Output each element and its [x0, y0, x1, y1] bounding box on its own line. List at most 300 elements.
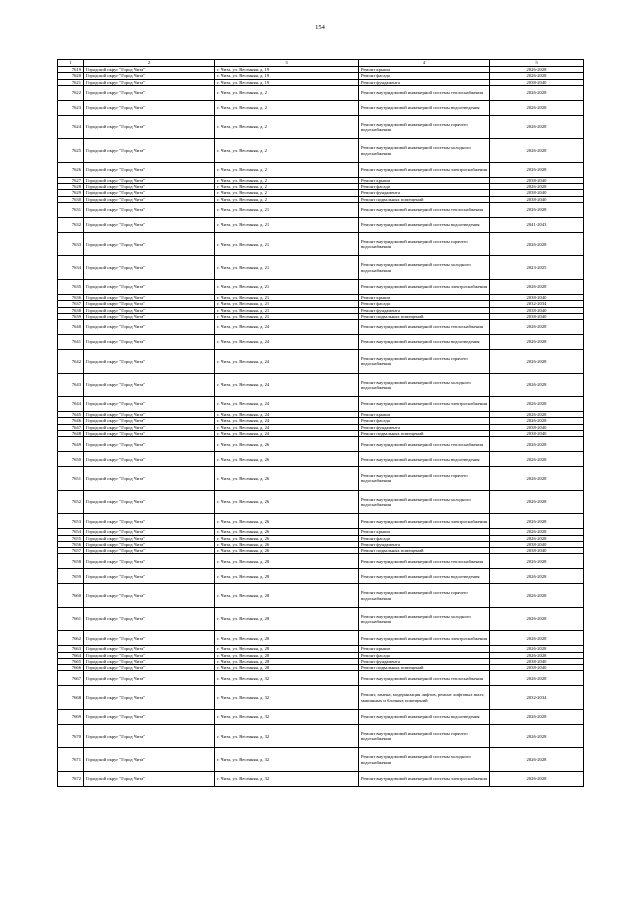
table-row — [58, 217, 584, 232]
address-cell: г. Чита, ул. Весенняя, д. 21 — [215, 301, 359, 307]
municipality-cell: Городской округ "Город Чита" — [84, 541, 215, 547]
row-number: 7629 — [58, 190, 84, 196]
row-number: 7672 — [58, 771, 84, 786]
table-row — [58, 724, 584, 748]
table-row — [58, 631, 584, 646]
row-number: 7636 — [58, 294, 84, 300]
row-number: 7645 — [58, 412, 84, 418]
column-header: 2 — [84, 60, 215, 67]
work-type-cell: Ремонт фасада — [359, 301, 490, 307]
work-type-cell: Ремонт внутридомовой инженерной системы теплоснабжения — [359, 437, 490, 452]
work-type-cell: Ремонт внутридомовой инженерной системы холодного водоснабжения — [359, 748, 490, 772]
municipality-cell: Городской округ "Город Чита" — [84, 452, 215, 467]
municipality-cell: Городской округ "Город Чита" — [84, 202, 215, 217]
municipality-cell: Городской округ "Город Чита" — [84, 177, 215, 183]
municipality-cell: Городской округ "Город Чита" — [84, 709, 215, 724]
row-number: 7623 — [58, 100, 84, 115]
work-type-cell: Ремонт подвальных помещений — [359, 548, 490, 554]
period-cell: 2026-2028 — [490, 652, 584, 658]
period-cell: 2026-2028 — [490, 646, 584, 652]
work-type-cell: Ремонт внутридомовой инженерной системы горячего водоснабжения — [359, 467, 490, 491]
row-number: 7634 — [58, 256, 84, 280]
period-cell: 2026-2028 — [490, 202, 584, 217]
municipality-cell: Городской округ "Город Чита" — [84, 535, 215, 541]
table-row — [58, 232, 584, 256]
work-type-cell: Ремонт внутридомовой инженерной системы водоотведения — [359, 569, 490, 584]
municipality-cell: Городской округ "Город Чита" — [84, 217, 215, 232]
address-cell: г. Чита, ул. Весенняя, д. 24 — [215, 335, 359, 350]
column-header: 3 — [215, 60, 359, 67]
period-cell: 2038-2040 — [490, 313, 584, 319]
work-type-cell: Ремонт подвальных помещений — [359, 196, 490, 202]
work-type-cell: Ремонт подвальных помещений — [359, 430, 490, 436]
period-cell: 2026-2028 — [490, 467, 584, 491]
address-cell: г. Чита, ул. Весенняя, д. 21 — [215, 256, 359, 280]
work-type-cell: Ремонт фасада — [359, 535, 490, 541]
row-number: 7646 — [58, 418, 84, 424]
period-cell: 2026-2028 — [490, 584, 584, 608]
municipality-cell: Городской округ "Город Чита" — [84, 100, 215, 115]
address-cell: г. Чита, ул. Весенняя, д. 26 — [215, 467, 359, 491]
work-type-cell: Ремонт внутридомовой инженерной системы электроснабжения — [359, 631, 490, 646]
row-number: 7651 — [58, 467, 84, 491]
table-row — [58, 256, 584, 280]
municipality-cell: Городской округ "Город Чита" — [84, 652, 215, 658]
table-row — [58, 320, 584, 335]
period-cell: 2026-2028 — [490, 232, 584, 256]
period-cell: 2038-2040 — [490, 548, 584, 554]
municipality-cell: Городской округ "Город Чита" — [84, 569, 215, 584]
period-cell: 2026-2028 — [490, 569, 584, 584]
row-number: 7630 — [58, 196, 84, 202]
address-cell: г. Чита, ул. Весенняя, д. 21 — [215, 217, 359, 232]
work-type-cell: Ремонт внутридомовой инженерной системы водоотведения — [359, 452, 490, 467]
work-type-cell: Ремонт внутридомовой инженерной системы электроснабжения — [359, 397, 490, 412]
table-row — [58, 584, 584, 608]
address-cell: г. Чита, ул. Весенняя, д. 28 — [215, 607, 359, 631]
table-row — [58, 490, 584, 514]
period-cell: 2026-2028 — [490, 67, 584, 73]
row-number: 7639 — [58, 313, 84, 319]
period-cell: 2038-2040 — [490, 196, 584, 202]
table-row — [58, 437, 584, 452]
table-row — [58, 162, 584, 177]
address-cell: г. Чита, ул. Весенняя, д. 2 — [215, 190, 359, 196]
row-number: 7658 — [58, 554, 84, 569]
address-cell: г. Чита, ул. Весенняя, д. 26 — [215, 529, 359, 535]
row-number: 7670 — [58, 724, 84, 748]
address-cell: г. Чита, ул. Весенняя, д. 28 — [215, 584, 359, 608]
address-cell: г. Чита, ул. Весенняя, д. 21 — [215, 313, 359, 319]
address-cell: г. Чита, ул. Весенняя, д. 24 — [215, 320, 359, 335]
address-cell: г. Чита, ул. Весенняя, д. 2 — [215, 184, 359, 190]
period-cell: 2038-2040 — [490, 79, 584, 85]
row-number: 7638 — [58, 307, 84, 313]
municipality-cell: Городской округ "Город Чита" — [84, 671, 215, 686]
table-row — [58, 607, 584, 631]
work-type-cell: Ремонт внутридомовой инженерной системы холодного водоснабжения — [359, 490, 490, 514]
municipality-cell: Городской округ "Город Чита" — [84, 584, 215, 608]
row-number: 7656 — [58, 541, 84, 547]
municipality-cell: Городской округ "Город Чита" — [84, 256, 215, 280]
period-cell: 2038-2040 — [490, 177, 584, 183]
municipality-cell: Городской округ "Город Чита" — [84, 467, 215, 491]
address-cell: г. Чита, ул. Весенняя, д. 28 — [215, 646, 359, 652]
municipality-cell: Городской округ "Город Чита" — [84, 335, 215, 350]
period-cell: 2038-2040 — [490, 658, 584, 664]
work-type-cell: Ремонт внутридомовой инженерной системы теплоснабжения — [359, 671, 490, 686]
municipality-cell: Городской округ "Город Чита" — [84, 115, 215, 139]
period-cell: 2023-2025 — [490, 256, 584, 280]
period-cell: 2026-2028 — [490, 350, 584, 374]
address-cell: г. Чита, ул. Весенняя, д. 19 — [215, 73, 359, 79]
work-type-cell: Ремонт внутридомовой инженерной системы теплоснабжения — [359, 202, 490, 217]
row-number: 7664 — [58, 652, 84, 658]
municipality-cell: Городской округ "Город Чита" — [84, 232, 215, 256]
address-cell: г. Чита, ул. Весенняя, д. 21 — [215, 307, 359, 313]
address-cell: г. Чита, ул. Весенняя, д. 24 — [215, 373, 359, 397]
work-type-cell: Ремонт крыши — [359, 294, 490, 300]
table-row — [58, 350, 584, 374]
period-cell: 2032-2034 — [490, 301, 584, 307]
table-row — [58, 100, 584, 115]
work-type-cell: Ремонт крыши — [359, 412, 490, 418]
address-cell: г. Чита, ул. Весенняя, д. 28 — [215, 631, 359, 646]
address-cell: г. Чита, ул. Весенняя, д. 32 — [215, 724, 359, 748]
row-number: 7644 — [58, 397, 84, 412]
row-number: 7633 — [58, 232, 84, 256]
address-cell: г. Чита, ул. Весенняя, д. 26 — [215, 452, 359, 467]
period-cell: 2026-2028 — [490, 418, 584, 424]
period-cell: 2026-2028 — [490, 100, 584, 115]
row-number: 7619 — [58, 67, 84, 73]
row-number: 7654 — [58, 529, 84, 535]
municipality-cell: Городской округ "Город Чита" — [84, 724, 215, 748]
period-cell: 2026-2028 — [490, 771, 584, 786]
period-cell: 2026-2028 — [490, 373, 584, 397]
address-cell: г. Чита, ул. Весенняя, д. 19 — [215, 79, 359, 85]
row-number: 7667 — [58, 671, 84, 686]
row-number: 7652 — [58, 490, 84, 514]
table-row — [58, 85, 584, 100]
work-type-cell: Ремонт, замена, модернизация лифтов, ремонт лифтовых шахт, машинных и блочных помещений — [359, 686, 490, 710]
municipality-cell: Городской округ "Город Чита" — [84, 490, 215, 514]
work-type-cell: Ремонт фундамента — [359, 79, 490, 85]
work-type-cell: Ремонт фундамента — [359, 424, 490, 430]
address-cell: г. Чита, ул. Весенняя, д. 26 — [215, 490, 359, 514]
period-cell: 2026-2028 — [490, 279, 584, 294]
row-number: 7666 — [58, 665, 84, 671]
work-type-cell: Ремонт внутридомовой инженерной системы горячего водоснабжения — [359, 115, 490, 139]
municipality-cell: Городской округ "Город Чита" — [84, 424, 215, 430]
row-number: 7628 — [58, 184, 84, 190]
municipality-cell: Городской округ "Город Чита" — [84, 412, 215, 418]
work-type-cell: Ремонт фундамента — [359, 190, 490, 196]
work-type-cell: Ремонт внутридомовой инженерной системы горячего водоснабжения — [359, 350, 490, 374]
row-number: 7669 — [58, 709, 84, 724]
work-type-cell: Ремонт внутридомовой инженерной системы водоотведения — [359, 709, 490, 724]
address-cell: г. Чита, ул. Весенняя, д. 21 — [215, 202, 359, 217]
row-number: 7662 — [58, 631, 84, 646]
table-row — [58, 139, 584, 163]
work-type-cell: Ремонт фундамента — [359, 541, 490, 547]
municipality-cell: Городской округ "Город Чита" — [84, 397, 215, 412]
table-row — [58, 671, 584, 686]
address-cell: г. Чита, ул. Весенняя, д. 2 — [215, 85, 359, 100]
row-number: 7631 — [58, 202, 84, 217]
period-cell: 2026-2028 — [490, 724, 584, 748]
municipality-cell: Городской округ "Город Чита" — [84, 67, 215, 73]
work-type-cell: Ремонт внутридомовой инженерной системы теплоснабжения — [359, 320, 490, 335]
municipality-cell: Городской округ "Город Чита" — [84, 320, 215, 335]
address-cell: г. Чита, ул. Весенняя, д. 24 — [215, 397, 359, 412]
row-number: 7661 — [58, 607, 84, 631]
row-number: 7625 — [58, 139, 84, 163]
municipality-cell: Городской округ "Город Чита" — [84, 73, 215, 79]
period-cell: 2032-2034 — [490, 686, 584, 710]
work-type-cell: Ремонт внутридомовой инженерной системы холодного водоснабжения — [359, 139, 490, 163]
municipality-cell: Городской округ "Город Чита" — [84, 514, 215, 529]
address-cell: г. Чита, ул. Весенняя, д. 32 — [215, 771, 359, 786]
table-row — [58, 771, 584, 786]
municipality-cell: Городской округ "Город Чита" — [84, 350, 215, 374]
municipality-cell: Городской округ "Город Чита" — [84, 658, 215, 664]
municipality-cell: Городской округ "Город Чита" — [84, 190, 215, 196]
municipality-cell: Городской округ "Город Чита" — [84, 418, 215, 424]
work-type-cell: Ремонт фундамента — [359, 307, 490, 313]
address-cell: г. Чита, ул. Весенняя, д. 28 — [215, 652, 359, 658]
row-number: 7671 — [58, 748, 84, 772]
municipality-cell: Городской округ "Город Чита" — [84, 631, 215, 646]
work-type-cell: Ремонт внутридомовой инженерной системы горячего водоснабжения — [359, 584, 490, 608]
row-number: 7624 — [58, 115, 84, 139]
address-cell: г. Чита, ул. Весенняя, д. 21 — [215, 279, 359, 294]
address-cell: г. Чита, ул. Весенняя, д. 2 — [215, 100, 359, 115]
period-cell: 2026-2028 — [490, 514, 584, 529]
work-type-cell: Ремонт подвальных помещений — [359, 313, 490, 319]
row-number: 7660 — [58, 584, 84, 608]
row-number: 7659 — [58, 569, 84, 584]
municipality-cell: Городской округ "Город Чита" — [84, 196, 215, 202]
work-type-cell: Ремонт крыши — [359, 67, 490, 73]
period-cell: 2026-2028 — [490, 184, 584, 190]
row-number: 7632 — [58, 217, 84, 232]
address-cell: г. Чита, ул. Весенняя, д. 32 — [215, 709, 359, 724]
row-number: 7642 — [58, 350, 84, 374]
table-row — [58, 202, 584, 217]
table-row — [58, 569, 584, 584]
municipality-cell: Городской округ "Город Чита" — [84, 771, 215, 786]
address-cell: г. Чита, ул. Весенняя, д. 24 — [215, 412, 359, 418]
municipality-cell: Городской округ "Город Чита" — [84, 437, 215, 452]
row-number: 7627 — [58, 177, 84, 183]
period-cell: 2026-2028 — [490, 529, 584, 535]
address-cell: г. Чита, ул. Весенняя, д. 26 — [215, 514, 359, 529]
period-cell: 2026-2028 — [490, 535, 584, 541]
column-header: 1 — [58, 60, 84, 67]
period-cell: 2041-2043 — [490, 217, 584, 232]
period-cell: 2038-2040 — [490, 665, 584, 671]
period-cell: 2026-2028 — [490, 671, 584, 686]
municipality-cell: Городской округ "Город Чита" — [84, 139, 215, 163]
period-cell: 2038-2040 — [490, 190, 584, 196]
period-cell: 2038-2040 — [490, 424, 584, 430]
municipality-cell: Городской округ "Город Чита" — [84, 554, 215, 569]
address-cell: г. Чита, ул. Весенняя, д. 24 — [215, 430, 359, 436]
municipality-cell: Городской округ "Город Чита" — [84, 301, 215, 307]
address-cell: г. Чита, ул. Весенняя, д. 28 — [215, 658, 359, 664]
period-cell: 2026-2028 — [490, 437, 584, 452]
work-type-cell: Ремонт внутридомовой инженерной системы электроснабжения — [359, 514, 490, 529]
address-cell: г. Чита, ул. Весенняя, д. 2 — [215, 139, 359, 163]
municipality-cell: Городской округ "Город Чита" — [84, 373, 215, 397]
municipality-cell: Городской округ "Город Чита" — [84, 548, 215, 554]
repair-schedule-table — [57, 59, 584, 787]
address-cell: г. Чита, ул. Весенняя, д. 2 — [215, 162, 359, 177]
table-row — [58, 514, 584, 529]
work-type-cell: Ремонт фасада — [359, 73, 490, 79]
row-number: 7626 — [58, 162, 84, 177]
municipality-cell: Городской округ "Город Чита" — [84, 79, 215, 85]
address-cell: г. Чита, ул. Весенняя, д. 21 — [215, 232, 359, 256]
table-row — [58, 452, 584, 467]
row-number: 7637 — [58, 301, 84, 307]
municipality-cell: Городской округ "Город Чита" — [84, 686, 215, 710]
work-type-cell: Ремонт крыши — [359, 646, 490, 652]
municipality-cell: Городской округ "Город Чита" — [84, 307, 215, 313]
table-header-row — [58, 60, 584, 67]
table-row — [58, 335, 584, 350]
address-cell: г. Чита, ул. Весенняя, д. 2 — [215, 196, 359, 202]
municipality-cell: Городской округ "Город Чита" — [84, 748, 215, 772]
row-number: 7650 — [58, 452, 84, 467]
period-cell: 2026-2028 — [490, 139, 584, 163]
work-type-cell: Ремонт внутридомовой инженерной системы теплоснабжения — [359, 85, 490, 100]
row-number: 7649 — [58, 437, 84, 452]
period-cell: 2026-2028 — [490, 85, 584, 100]
work-type-cell: Ремонт подвальных помещений — [359, 665, 490, 671]
table-row — [58, 373, 584, 397]
row-number: 7657 — [58, 548, 84, 554]
row-number: 7620 — [58, 73, 84, 79]
work-type-cell: Ремонт фасада — [359, 184, 490, 190]
municipality-cell: Городской округ "Город Чита" — [84, 646, 215, 652]
period-cell: 2026-2028 — [490, 115, 584, 139]
work-type-cell: Ремонт внутридомовой инженерной системы горячего водоснабжения — [359, 232, 490, 256]
period-cell: 2026-2028 — [490, 452, 584, 467]
period-cell: 2026-2028 — [490, 554, 584, 569]
table-row — [58, 115, 584, 139]
row-number: 7663 — [58, 646, 84, 652]
work-type-cell: Ремонт внутридомовой инженерной системы холодного водоснабжения — [359, 607, 490, 631]
column-header: 5 — [490, 60, 584, 67]
address-cell: г. Чита, ул. Весенняя, д. 26 — [215, 535, 359, 541]
row-number: 7621 — [58, 79, 84, 85]
table-row — [58, 709, 584, 724]
address-cell: г. Чита, ул. Весенняя, д. 28 — [215, 569, 359, 584]
row-number: 7653 — [58, 514, 84, 529]
table-row — [58, 467, 584, 491]
work-type-cell: Ремонт внутридомовой инженерной системы холодного водоснабжения — [359, 256, 490, 280]
row-number: 7668 — [58, 686, 84, 710]
page-number: 154 — [315, 24, 325, 31]
municipality-cell: Городской округ "Город Чита" — [84, 607, 215, 631]
period-cell: 2038-2040 — [490, 541, 584, 547]
municipality-cell: Городской округ "Город Чита" — [84, 313, 215, 319]
period-cell: 2026-2028 — [490, 335, 584, 350]
row-number: 7643 — [58, 373, 84, 397]
period-cell: 2026-2028 — [490, 73, 584, 79]
address-cell: г. Чита, ул. Весенняя, д. 2 — [215, 115, 359, 139]
work-type-cell: Ремонт внутридомовой инженерной системы холодного водоснабжения — [359, 373, 490, 397]
address-cell: г. Чита, ул. Весенняя, д. 24 — [215, 350, 359, 374]
row-number: 7648 — [58, 430, 84, 436]
work-type-cell: Ремонт внутридомовой инженерной системы теплоснабжения — [359, 554, 490, 569]
period-cell: 2026-2028 — [490, 412, 584, 418]
address-cell: г. Чита, ул. Весенняя, д. 21 — [215, 294, 359, 300]
address-cell: г. Чита, ул. Весенняя, д. 24 — [215, 424, 359, 430]
work-type-cell: Ремонт внутридомовой инженерной системы горячего водоснабжения — [359, 724, 490, 748]
table-row — [58, 397, 584, 412]
period-cell: 2026-2028 — [490, 320, 584, 335]
work-type-cell: Ремонт фасада — [359, 652, 490, 658]
work-type-cell: Ремонт внутридомовой инженерной системы электроснабжения — [359, 279, 490, 294]
address-cell: г. Чита, ул. Весенняя, д. 32 — [215, 671, 359, 686]
period-cell: 2026-2028 — [490, 748, 584, 772]
address-cell: г. Чита, ул. Весенняя, д. 32 — [215, 686, 359, 710]
municipality-cell: Городской округ "Город Чита" — [84, 294, 215, 300]
address-cell: г. Чита, ул. Весенняя, д. 28 — [215, 665, 359, 671]
work-type-cell: Ремонт внутридомовой инженерной системы водоотведения — [359, 100, 490, 115]
municipality-cell: Городской округ "Город Чита" — [84, 430, 215, 436]
address-cell: г. Чита, ул. Весенняя, д. 28 — [215, 554, 359, 569]
address-cell: г. Чита, ул. Весенняя, д. 26 — [215, 437, 359, 452]
work-type-cell: Ремонт крыши — [359, 177, 490, 183]
period-cell: 2026-2028 — [490, 709, 584, 724]
table-row — [58, 554, 584, 569]
address-cell: г. Чита, ул. Весенняя, д. 24 — [215, 418, 359, 424]
column-header: 4 — [359, 60, 490, 67]
work-type-cell: Ремонт крыши — [359, 529, 490, 535]
municipality-cell: Городской округ "Город Чита" — [84, 665, 215, 671]
row-number: 7640 — [58, 320, 84, 335]
municipality-cell: Городской округ "Город Чита" — [84, 184, 215, 190]
address-cell: г. Чита, ул. Весенняя, д. 32 — [215, 748, 359, 772]
row-number: 7622 — [58, 85, 84, 100]
address-cell: г. Чита, ул. Весенняя, д. 19 — [215, 67, 359, 73]
address-cell: г. Чита, ул. Весенняя, д. 26 — [215, 541, 359, 547]
period-cell: 2038-2040 — [490, 294, 584, 300]
period-cell: 2026-2028 — [490, 490, 584, 514]
period-cell: 2026-2028 — [490, 631, 584, 646]
municipality-cell: Городской округ "Город Чита" — [84, 529, 215, 535]
table-row — [58, 279, 584, 294]
work-type-cell: Ремонт внутридомовой инженерной системы водоотведения — [359, 335, 490, 350]
period-cell: 2026-2028 — [490, 607, 584, 631]
work-type-cell: Ремонт фундамента — [359, 658, 490, 664]
address-cell: г. Чита, ул. Весенняя, д. 2 — [215, 177, 359, 183]
work-type-cell: Ремонт внутридомовой инженерной системы водоотведения — [359, 217, 490, 232]
municipality-cell: Городской округ "Город Чита" — [84, 279, 215, 294]
period-cell: 2038-2040 — [490, 430, 584, 436]
work-type-cell: Ремонт фасада — [359, 418, 490, 424]
municipality-cell: Городской округ "Город Чита" — [84, 85, 215, 100]
row-number: 7647 — [58, 424, 84, 430]
period-cell: 2026-2028 — [490, 162, 584, 177]
work-type-cell: Ремонт внутридомовой инженерной системы электроснабжения — [359, 771, 490, 786]
row-number: 7635 — [58, 279, 84, 294]
table-row — [58, 686, 584, 710]
